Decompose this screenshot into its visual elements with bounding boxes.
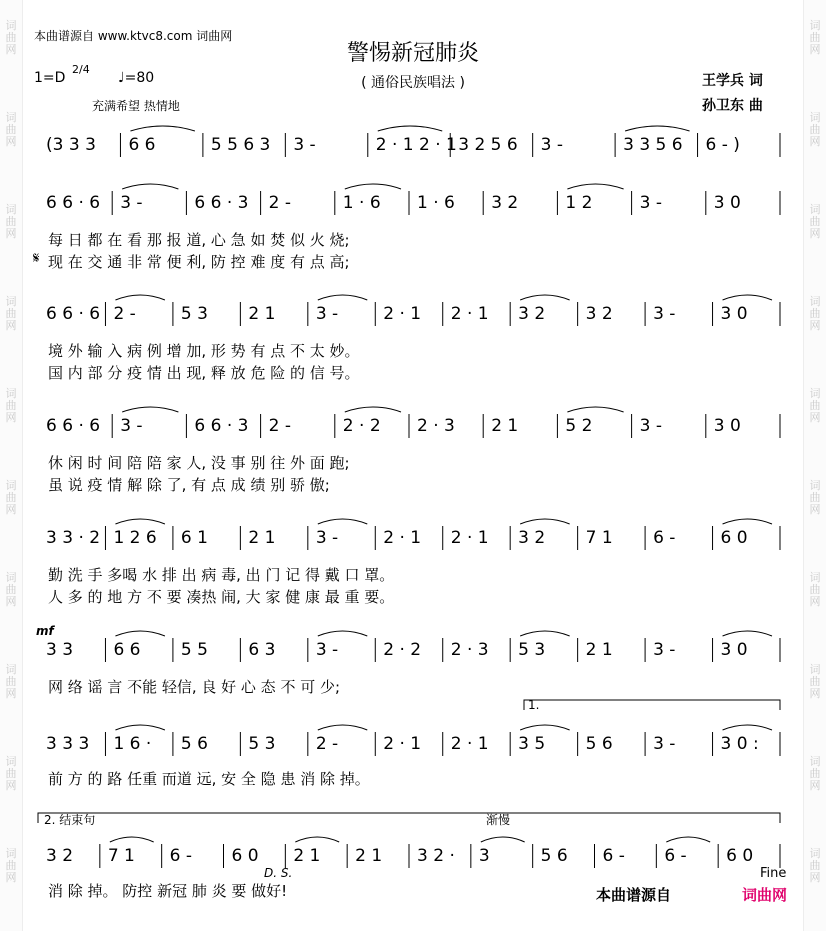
song-subtitle: ( 通俗民族唱法 ) [361,75,465,91]
note-group: 3 - [653,304,676,324]
composer-credit: 孙卫东 曲 [702,98,763,114]
note-group: (3 3 3 [46,135,96,155]
note-group: 5 3 [248,734,276,754]
song-title: 警惕新冠肺炎 [346,41,479,66]
note-group: 1 · 6 [417,193,455,213]
lyrics-line: 人 多 的 地 方 不 要 凑热 闹, 大 家 健 康 最 重 要。 [48,588,395,606]
note-group: 3 3 3 [46,734,90,754]
volta-bracket [524,700,780,710]
slur-mark [481,837,525,842]
slur-mark [318,519,367,524]
note-group: 6 - [602,846,625,866]
slur-mark [378,126,442,131]
lyrics-line: 网 络 谣 言 不能 轻信, 良 好 心 态 不 可 少; [48,678,341,696]
watermark-text: 词 曲 网 [5,387,17,424]
slur-mark [567,184,623,189]
note-group: 2 1 [293,846,321,866]
note-group: 6 6 [128,135,156,155]
note-group: 3 5 [518,734,546,754]
note-group: 5 6 [585,734,613,754]
slur-mark [723,295,772,300]
expression-mark: 充满希望 热情地 [92,99,180,113]
time-signature: 2/4 [72,63,90,76]
note-group: 5 2 [565,416,593,436]
dal-segno-mark: D. S. [264,866,293,880]
note-group: 2 - [315,734,339,754]
slur-mark [122,407,178,412]
note-group: 2 1 [355,846,383,866]
note-group: 6 6 · 6 [46,304,101,324]
footer-source: 本曲谱源自 [596,886,672,904]
note-group: 5 5 [180,640,208,660]
note-group: 6 0 [726,846,754,866]
lyrics-line: 现 在 交 通 非 常 便 利, 防 控 难 度 有 点 高; [48,253,350,271]
note-group: 2 1 [248,528,276,548]
volta-first: 1. [528,698,540,712]
slur-mark [723,519,772,524]
slur-mark [130,126,194,131]
note-group: 2 · 1 [383,528,422,548]
note-group: 6 - ) [705,135,740,155]
slur-mark [520,631,569,636]
note-group: 6 6 · 6 [46,416,101,436]
ritardando-mark: 渐慢 [486,813,511,827]
note-group: 2 · 1 [450,734,489,754]
note-group: 3 2 [518,528,546,548]
note-group: 2 1 [585,640,613,660]
note-group: 2 · 3 [417,416,455,436]
note-group: 2 1 [248,304,276,324]
note-group: 3 0 : [720,734,759,754]
slur-mark [318,725,367,730]
dynamic-mark: mf [36,624,54,638]
watermark-text: 词 曲 网 [5,847,17,884]
note-group: 3 2 [491,193,519,213]
note-group: 3 - [540,135,564,155]
watermark-text: 词 曲 网 [5,755,17,792]
note-group: 2 · 1 [450,304,489,324]
lyrics-line: 国 内 部 分 疫 情 出 现, 释 放 危 险 的 信 号。 [48,364,360,382]
note-group: 6 0 [231,846,259,866]
note-group: 6 3 [248,640,276,660]
note-group: 3 3 5 6 [623,135,683,155]
note-group: 3 3 · 2 [46,528,101,548]
note-group: 6 - [169,846,193,866]
note-group: 3 - [120,416,143,436]
lyrics-line: 前 方 的 路 任重 而道 远, 安 全 隐 患 消 除 掉。 [48,770,370,788]
note-group: 3 2 · [417,846,455,866]
slur-mark [625,126,689,131]
note-group: 3 0 [713,416,741,436]
note-group: 5 6 [540,846,568,866]
lyrics-line: 消 除 掉。 防控 新冠 肺 炎 要 做好! [48,882,288,900]
note-group: 3 - [315,640,339,660]
note-group: 6 - [653,528,676,548]
lyrics-line: 境 外 输 入 病 例 增 加, 形 势 有 点 不 太 妙。 [48,342,360,360]
note-group: 3 2 [585,304,613,324]
note-group: 2 · 3 [450,640,489,660]
slur-mark [520,725,569,730]
watermark-text: 词 曲 网 [5,663,17,700]
slur-mark [567,407,623,412]
slur-mark [295,837,339,842]
slur-mark [345,184,401,189]
segno-icon: 𝄋 [33,249,40,267]
slur-mark [723,631,772,636]
note-group: 1 2 [565,193,593,213]
note-group: 5 6 [180,734,208,754]
watermark-text: 词 曲 网 [5,111,17,148]
note-group: 3 - [639,193,662,213]
note-group: 6 6 · 3 [194,193,249,213]
note-group: 2 · 2 [342,416,381,436]
note-group: 2 · 1 [383,304,422,324]
watermark-text: 词 曲 网 [809,847,821,884]
note-group: 1 · 6 [342,193,381,213]
note-group: 2 · 1 [450,528,489,548]
note-group: 3 2 5 6 [458,135,518,155]
note-group: 7 1 [585,528,613,548]
watermark-text: 词 曲 网 [5,19,17,56]
slur-mark [115,631,164,636]
note-group: 2 · 1 2 · 1 [375,135,457,155]
slur-mark [115,295,164,300]
note-group: 3 2 [518,304,546,324]
quarter-note-icon: ♩ [118,70,125,86]
watermark-text: 词 曲 网 [809,663,821,700]
watermark-text: 词 曲 网 [5,295,17,332]
note-group: 2 - [268,193,291,213]
note-group: 2 - [113,304,136,324]
volta-second: 2. 结束句 [44,813,96,827]
source-line: 本曲谱源自 www.ktvc8.com 词曲网 [34,29,233,43]
note-group: 6 6 · 6 [46,193,101,213]
watermark-text: 词 曲 网 [809,571,821,608]
note-group: 5 3 [180,304,208,324]
note-group: 3 - [293,135,316,155]
slur-mark [115,725,164,730]
note-group: 3 0 [713,193,741,213]
slur-mark [318,295,367,300]
slur-mark [110,837,154,842]
note-group: 2 1 [491,416,519,436]
lyricist-credit: 王学兵 词 [702,73,763,89]
note-group: 3 [478,846,490,866]
note-group: 7 1 [107,846,135,866]
slur-mark [520,295,569,300]
note-group: 3 2 [46,846,74,866]
note-group: 3 3 [46,640,74,660]
note-group: 3 - [639,416,662,436]
watermark-text: 词 曲 网 [809,387,821,424]
note-group: 6 6 · 3 [194,416,249,436]
note-group: 6 0 [720,528,748,548]
note-group: 6 6 [113,640,141,660]
watermark-text: 词 曲 网 [809,295,821,332]
note-group: 3 - [653,640,676,660]
watermark-text: 词 曲 网 [5,479,17,516]
footer-website: 词曲网 [742,886,788,904]
note-group: 3 0 [720,640,748,660]
note-group: 2 · 1 [383,734,422,754]
tempo-marking: ♩=80 [118,70,155,86]
lyrics-line: 虽 说 疫 情 解 除 了, 有 点 成 绩 别 骄 傲; [48,476,330,494]
lyrics-line: 每 日 都 在 看 那 报 道, 心 急 如 焚 似 火 烧; [48,231,350,249]
note-group: 1 6 · [113,734,152,754]
watermark-text: 词 曲 网 [809,111,821,148]
watermark-text: 词 曲 网 [809,755,821,792]
note-group: 5 5 6 3 [210,135,271,155]
note-group: 5 3 [518,640,546,660]
slur-mark [122,184,178,189]
slur-mark [520,519,569,524]
fine-mark: Fine [760,866,787,881]
key-signature: 1=D [34,70,66,86]
watermark-text: 词 曲 网 [809,19,821,56]
volta-bracket [38,813,780,823]
slur-mark [318,631,367,636]
note-group: 3 - [315,304,339,324]
slur-mark [345,407,401,412]
lyrics-line: 休 闲 时 间 陪 陪 家 人, 没 事 别 往 外 面 跑; [48,454,350,472]
note-group: 3 - [653,734,676,754]
watermark-text: 词 曲 网 [5,203,17,240]
note-group: 6 - [664,846,687,866]
note-group: 1 2 6 [113,528,157,548]
note-group: 3 0 [720,304,748,324]
slur-mark [723,725,772,730]
note-group: 2 - [268,416,291,436]
watermark-text: 词 曲 网 [809,479,821,516]
watermark-text: 词 曲 网 [809,203,821,240]
lyrics-line: 勤 洗 手 多喝 水 排 出 病 毒, 出 门 记 得 戴 口 罩。 [48,566,395,584]
slur-mark [115,519,164,524]
slur-mark [666,837,710,842]
watermark-text: 词 曲 网 [5,571,17,608]
note-group: 2 · 2 [383,640,422,660]
note-group: 3 - [120,193,143,213]
note-group: 6 1 [180,528,208,548]
note-group: 3 - [315,528,339,548]
